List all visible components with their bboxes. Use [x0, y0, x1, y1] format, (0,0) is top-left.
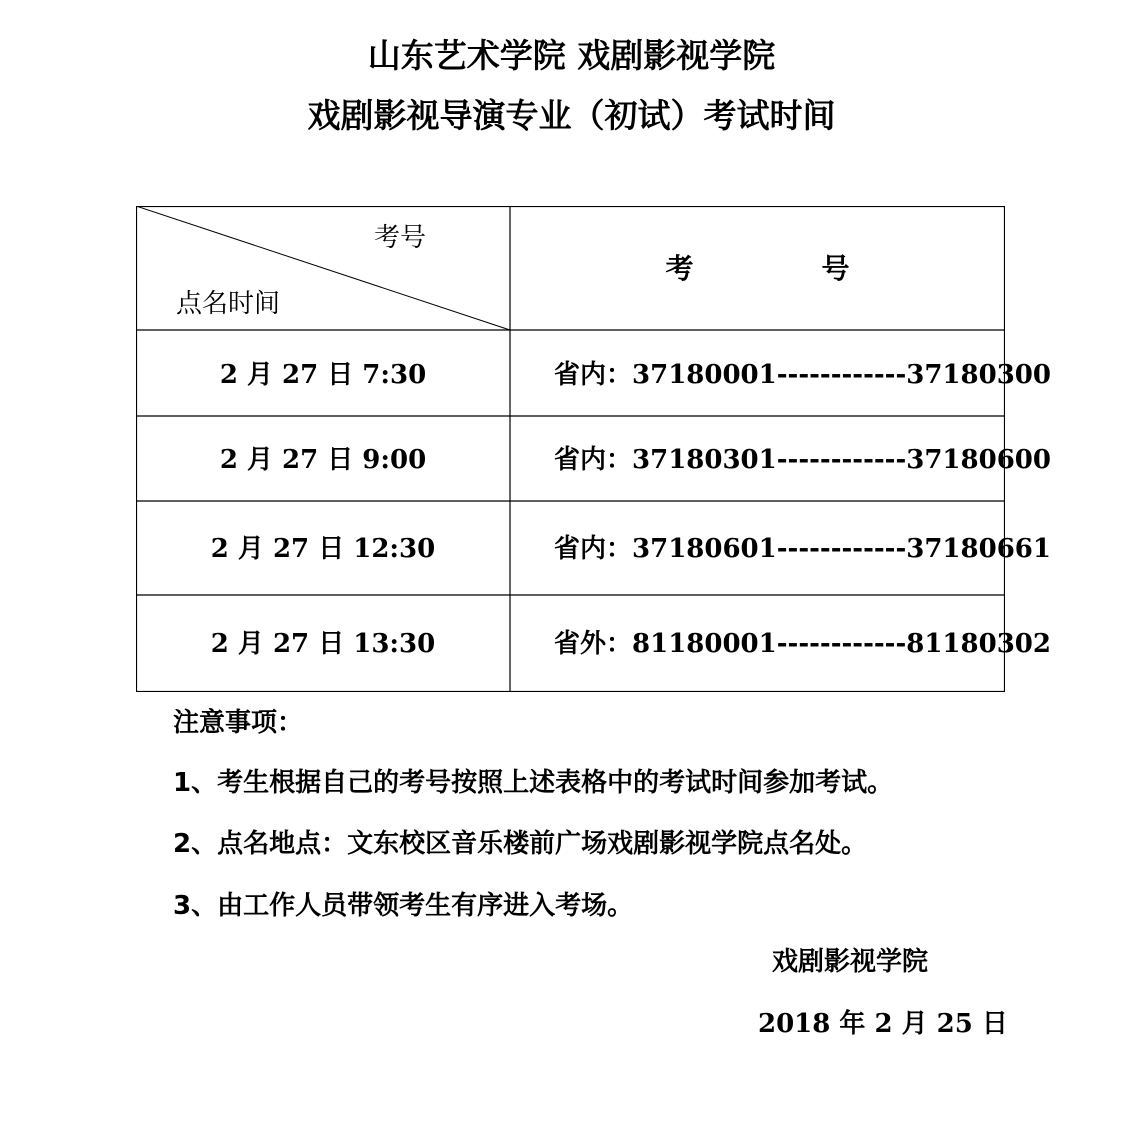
number-range: 37180301------------37180600	[632, 445, 1051, 475]
number-range: 81180001------------81180302	[632, 629, 1051, 659]
column-header-char: 号	[821, 252, 850, 285]
number-range: 37180001------------37180300	[632, 360, 1051, 390]
corner-label-exam-number: 考号	[374, 223, 427, 253]
rollcall-time-cell: 2 月 27 日 7:30	[219, 360, 427, 390]
exam-number-range-cell	[554, 444, 1051, 476]
exam-number-range-cell	[554, 628, 1051, 660]
corner-label-rollcall-time: 点名时间	[176, 289, 281, 319]
note-item: 1、考生根据自己的考号按照上述表格中的考试时间参加考试。	[173, 768, 894, 798]
notes-heading: 注意事项：	[173, 708, 304, 738]
note-item: 2、点名地点：文东校区音乐楼前广场戏剧影视学院点名处。	[173, 829, 868, 859]
region-label: 省内：	[554, 534, 633, 564]
region-label: 省内：	[554, 445, 633, 475]
column-header-char: 考	[665, 252, 694, 285]
rollcall-time-cell: 2 月 27 日 9:00	[219, 445, 427, 475]
exam-number-range-cell	[554, 359, 1051, 391]
column-header-exam-number	[510, 252, 1005, 286]
exam-number-range-cell	[554, 533, 1051, 565]
signature-organization: 戏剧影视学院	[772, 947, 929, 977]
document-title: 山东艺术学院 戏剧影视学院	[367, 36, 776, 75]
signature-date: 2018 年 2 月 25 日	[758, 1009, 1008, 1039]
number-range: 37180601------------37180661	[632, 534, 1051, 564]
rollcall-time-cell: 2 月 27 日 13:30	[210, 629, 436, 659]
exam-schedule-table	[136, 206, 1051, 692]
region-label: 省外：	[554, 629, 633, 659]
document-subtitle: 戏剧影视导演专业（初试）考试时间	[307, 96, 836, 135]
rollcall-time-cell: 2 月 27 日 12:30	[210, 534, 436, 564]
region-label: 省内：	[554, 360, 633, 390]
note-item: 3、由工作人员带领考生有序进入考场。	[173, 891, 634, 921]
